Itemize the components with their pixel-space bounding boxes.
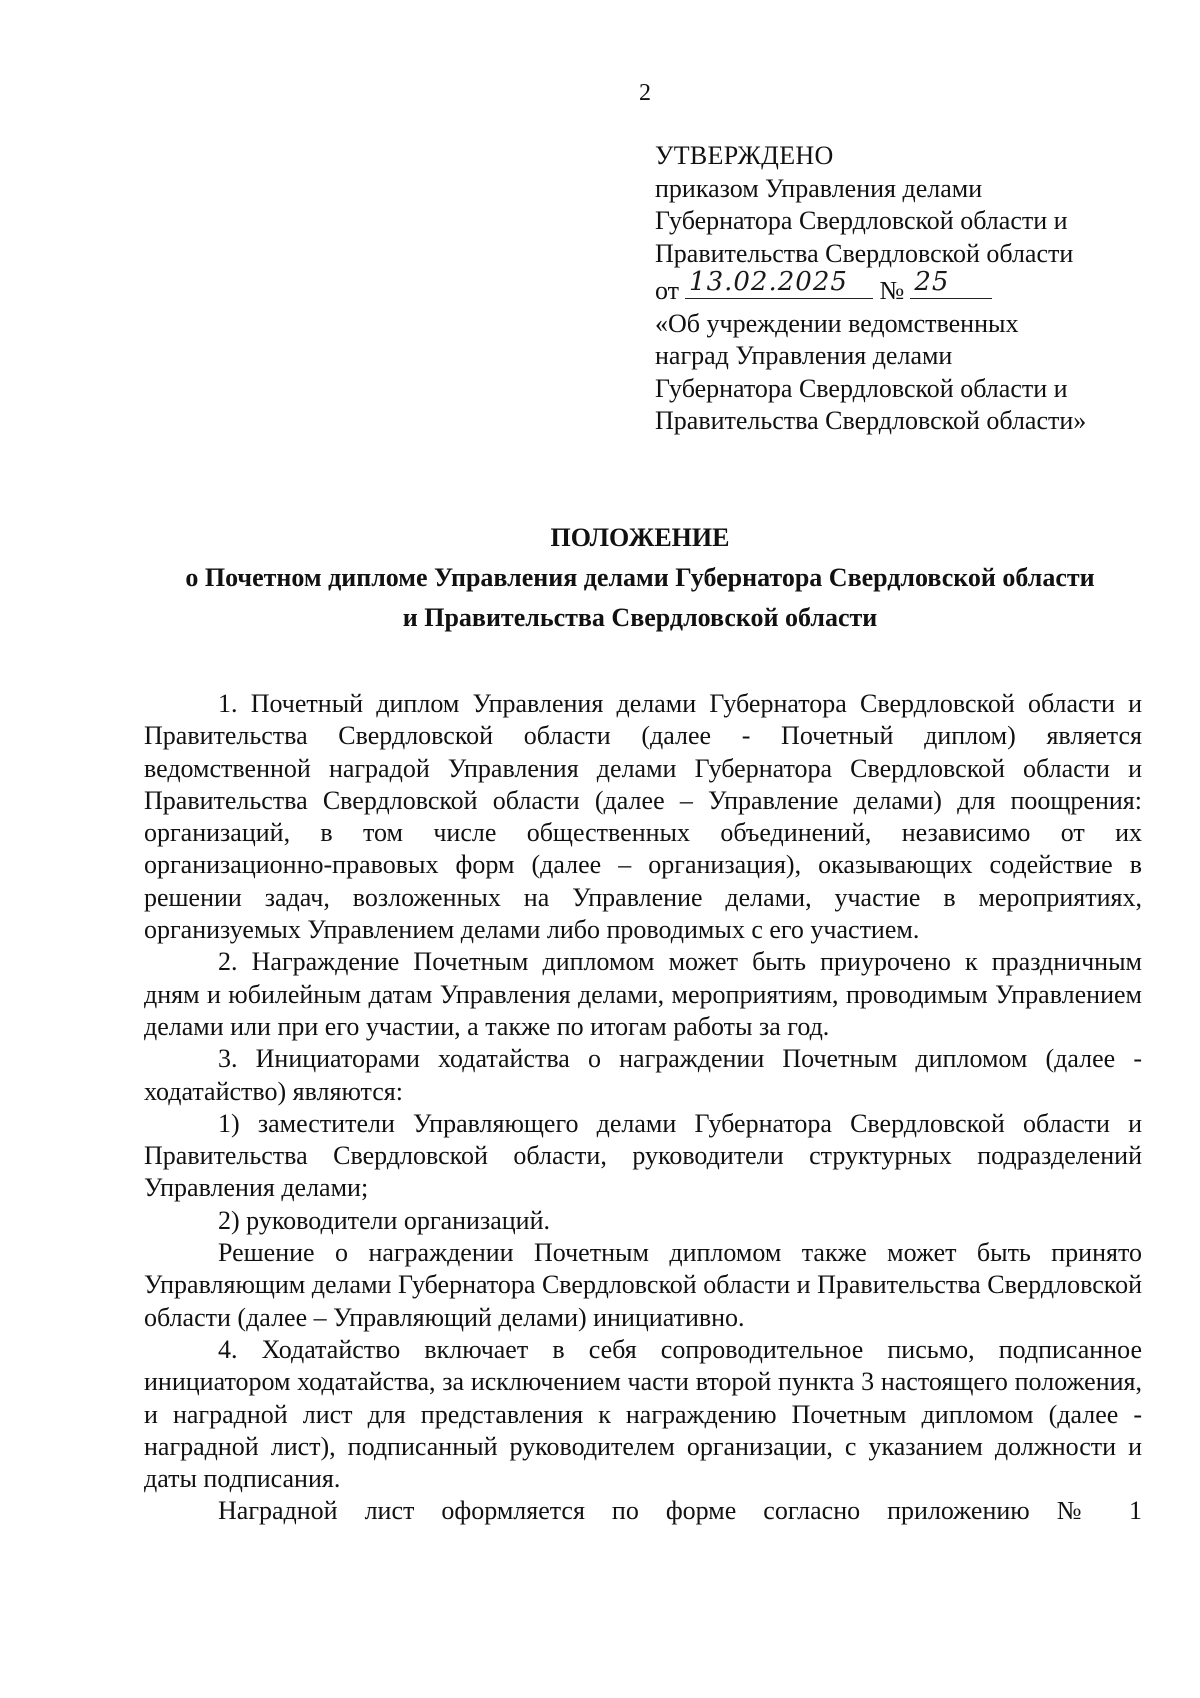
approval-subject-line: Правительства Свердловской области» xyxy=(655,406,1087,435)
approval-block xyxy=(655,140,1175,438)
approval-date-line xyxy=(655,266,1175,308)
heading-subtitle-line: и Правительства Свердловской области xyxy=(402,603,878,632)
date-prefix: от xyxy=(655,276,680,305)
paragraph-3-item-1: 1) заместители Управляющего делами Губернатора Свердловской области и Правительства Свердловской области, руководители структурных подразделений Управления делами; xyxy=(144,1108,1142,1203)
paragraph-4: 4. Ходатайство включает в себя сопроводительное письмо, подписанное инициатором ходатайства, за исключением части второй пункта 3 настоящего положения, и наградной лист для представления к награждению Почетным дипломом (далее - наградной лист), подписанный руководителем организации, с указанием должности и даты подписания. xyxy=(144,1334,1142,1494)
date-signature-field xyxy=(685,266,873,299)
approval-subject-line: «Об учреждении ведомственных xyxy=(655,308,1019,338)
document-heading xyxy=(140,518,1140,638)
heading-title: ПОЛОЖЕНИЕ xyxy=(550,523,730,552)
paragraph-3-item-2: 2) руководители организаций. xyxy=(218,1205,550,1235)
handwritten-number: 25 xyxy=(914,266,950,297)
paragraph-1: 1. Почетный диплом Управления делами Губернатора Свердловской области и Правительства Свердловской области (далее - Почетный диплом) является ведомственной наградой Управления делами Губернатора Свердловской области и Правительства Свердловской области (далее – Управление делами) для поощрения: организаций, в том числе общественных объединений, независимо от их организационно-правовых форм (далее – организация), оказывающих содействие в решении задач, возложенных на Управление делами, участие в мероприятиях, организуемых Управлением делами либо проводимых с его участием. xyxy=(144,689,1142,945)
document-body xyxy=(144,688,1142,1528)
paragraph-3-decision: Решение о награждении Почетным дипломом также может быть принято Управляющим делами Губернатора Свердловской области и Правительства Свердловской области (далее – Управляющий делами) инициативно. xyxy=(144,1238,1142,1332)
approval-line: Правительства Свердловской области xyxy=(655,238,1074,268)
approval-subject-line: наград Управления делами xyxy=(655,341,953,370)
paragraph-4-form: Наградной лист оформляется по форме согласно приложению № 1 xyxy=(218,1496,1142,1526)
handwritten-date: 13.02.2025 xyxy=(689,266,848,297)
paragraph-2: 2. Награждение Почетным дипломом может быть приурочено к праздничным дням и юбилейным датам Управления делами, мероприятиям, проводимым Управлением делами или при его участии, а также по итогам работы за год. xyxy=(144,947,1142,1041)
approval-title: УТВЕРЖДЕНО xyxy=(655,141,834,170)
approval-line: Губернатора Свердловской области и xyxy=(655,206,1068,235)
number-signature-field xyxy=(910,266,992,299)
approval-subject-line: Губернатора Свердловской области и xyxy=(655,373,1068,403)
heading-subtitle-line: о Почетном дипломе Управления делами Губернатора Свердловской области xyxy=(185,563,1095,592)
page-number: 2 xyxy=(639,80,651,106)
approval-line: приказом Управления делами xyxy=(655,173,983,203)
paragraph-3: 3. Инициаторами ходатайства о награждении Почетным дипломом (далее - ходатайство) являются: xyxy=(144,1044,1142,1106)
number-sign: № xyxy=(879,276,905,305)
